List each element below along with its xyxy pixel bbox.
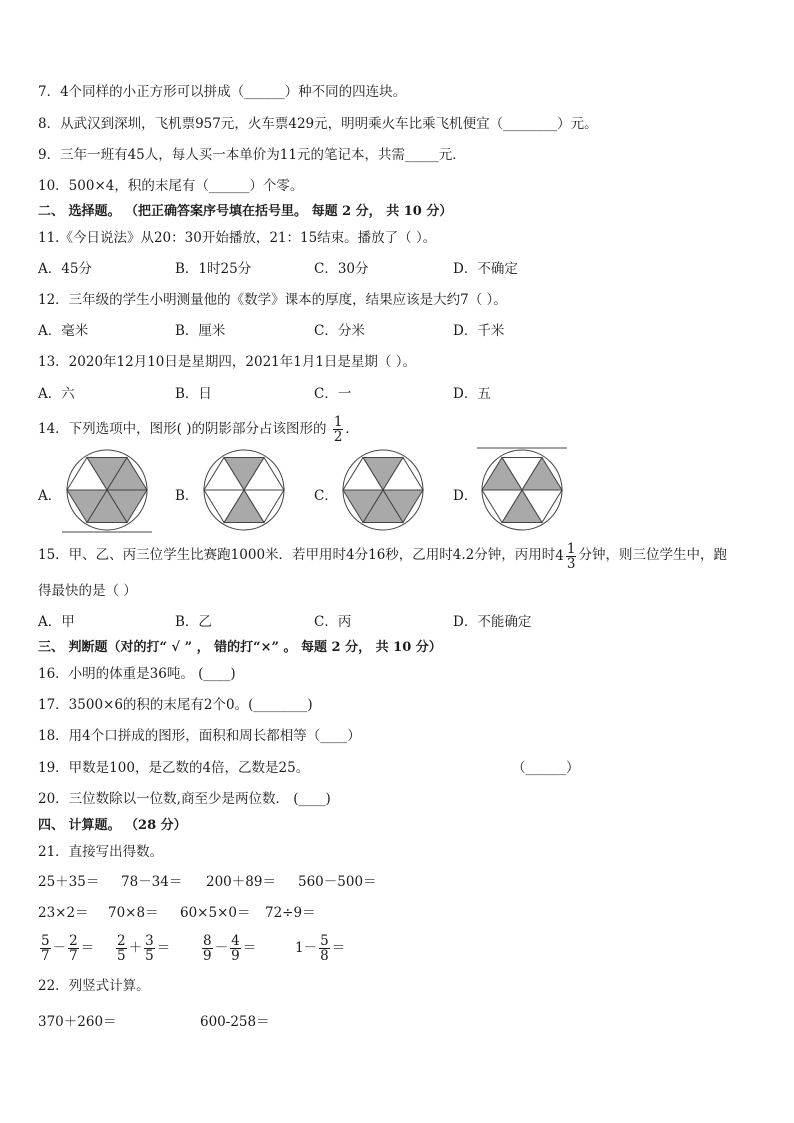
section-2-heading: 二、 选择题。 （把正确答案序号填在括号里。 每题 2 分， 共 10 分）: [38, 204, 453, 219]
option-d: D．千米: [453, 323, 505, 339]
question-14-text: 14．下列选项中，图形( )的阴影部分占该图形的: [38, 421, 327, 437]
option-d: D．五: [453, 386, 491, 402]
question-19-answer-blank: （______）: [512, 760, 580, 776]
option-a: A．甲: [38, 614, 75, 630]
option-a: A．六: [38, 386, 75, 402]
option-b: B．1时25分: [175, 261, 252, 277]
calc-item: 23×2＝: [38, 905, 89, 921]
calc-item: 370＋260＝: [38, 1014, 117, 1030]
calc-item: 70×8＝: [108, 905, 159, 921]
question-7: 7．4个同样的小正方形可以拼成（______）种不同的四连块。: [38, 84, 407, 100]
option-c: C．丙: [314, 614, 352, 630]
question-11-stem: 11.《今日说法》从20：30开始播放，21：15结束。播放了（ ）。: [38, 230, 437, 246]
hexagon-figure-d: [477, 446, 567, 534]
fraction-calc-item: $\frac{2}{5}$ ＋ $\frac{3}{5}$ ＝: [117, 933, 171, 964]
question-15-stem-line-2: 得最快的是（ ）: [38, 583, 137, 599]
option-b: B．乙: [175, 614, 212, 630]
question-11-options: [38, 260, 598, 278]
calc-item: 60×5×0＝: [180, 905, 251, 921]
question-9: 9．三年一班有45人，每人买一本单价为11元的笔记本，共需_____元．: [38, 147, 466, 163]
option-c: C．30分: [314, 261, 369, 277]
question-19: 19．甲数是100，是乙数的4倍，乙数是25。: [38, 760, 310, 776]
question-14-figures: A． B． C． D．: [38, 446, 598, 546]
hexagon-figure-b: [199, 446, 289, 534]
question-14-stem: 14．下列选项中，图形( )的阴影部分占该图形的 $\frac{1}{2}$ ．: [38, 414, 359, 445]
calc-item: 600-258＝: [200, 1014, 270, 1030]
question-18: 18．用4个口拼成的图形，面积和周长都相等（____）: [38, 728, 361, 744]
question-13-options: [38, 385, 598, 403]
calc-item: 200＋89＝: [206, 874, 276, 890]
section-4-heading: 四、 计算题。 （28 分）: [38, 818, 187, 833]
question-13-stem: 13．2020年12月10日是星期四，2021年1月1日是星期（ ）。: [38, 354, 416, 370]
question-12-options: [38, 322, 598, 340]
question-17: 17．3500×6的积的末尾有2个0。(________): [38, 697, 313, 713]
calc-item: 78－34＝: [121, 874, 183, 890]
option-b: B．日: [175, 386, 212, 402]
section-3-heading: 三、 判断题（对的打“ √ ” ， 错的打“×” 。 每题 2 分， 共 10 分）: [38, 640, 442, 655]
fraction-one-half: $\frac{1}{2}$: [333, 414, 343, 445]
mixed-number: 4 $\frac{1}{3}$: [555, 540, 576, 572]
hexagon-figure-a: [62, 446, 152, 534]
fraction-calc-item: 1－ $\frac{5}{8}$ ＝: [295, 933, 346, 964]
question-8: 8．从武汉到深圳，飞机票957元，火车票429元，明明乘火车比乘飞机便宜（________）元。: [38, 116, 598, 132]
option-c: C．分米: [314, 323, 365, 339]
calc-item: 72÷9＝: [265, 905, 316, 921]
question-20: 20．三位数除以一位数,商至少是两位数． (____): [38, 791, 331, 807]
question-15-stem: 15．甲、乙、丙三位学生比赛跑1000米．若甲用时4分16秒，乙用时4.2分钟，丙用时4 $\frac{1}{3}$ 分钟，则三位学生中，跑: [38, 540, 727, 572]
hexagon-figure-c: [338, 446, 428, 534]
fraction-calc-item: $\frac{8}{9}$ － $\frac{4}{9}$ ＝: [203, 933, 257, 964]
question-12-stem: 12．三年级的学生小明测量他的《数学》课本的厚度，结果应该是大约7（ ）。: [38, 292, 507, 308]
calc-item: 560－500＝: [298, 874, 377, 890]
question-10: 10．500×4，积的末尾有（______）个零。: [38, 178, 304, 194]
calc-item: 25＋35＝: [38, 874, 100, 890]
question-21-stem: 21．直接写出得数。: [38, 844, 164, 860]
option-a: A．毫米: [38, 323, 89, 339]
option-a: A．45分: [38, 261, 92, 277]
option-b: B．厘米: [175, 323, 226, 339]
option-d: D．不确定: [453, 261, 518, 277]
question-15-options: [38, 613, 598, 631]
option-c: C．一: [314, 386, 352, 402]
question-22-stem: 22．列竖式计算。: [38, 978, 150, 994]
option-d: D．不能确定: [453, 614, 532, 630]
fraction-calc-item: $\frac{5}{7}$ － $\frac{2}{7}$ ＝: [41, 933, 95, 964]
question-16: 16．小明的体重是36吨。 (____): [38, 666, 236, 682]
